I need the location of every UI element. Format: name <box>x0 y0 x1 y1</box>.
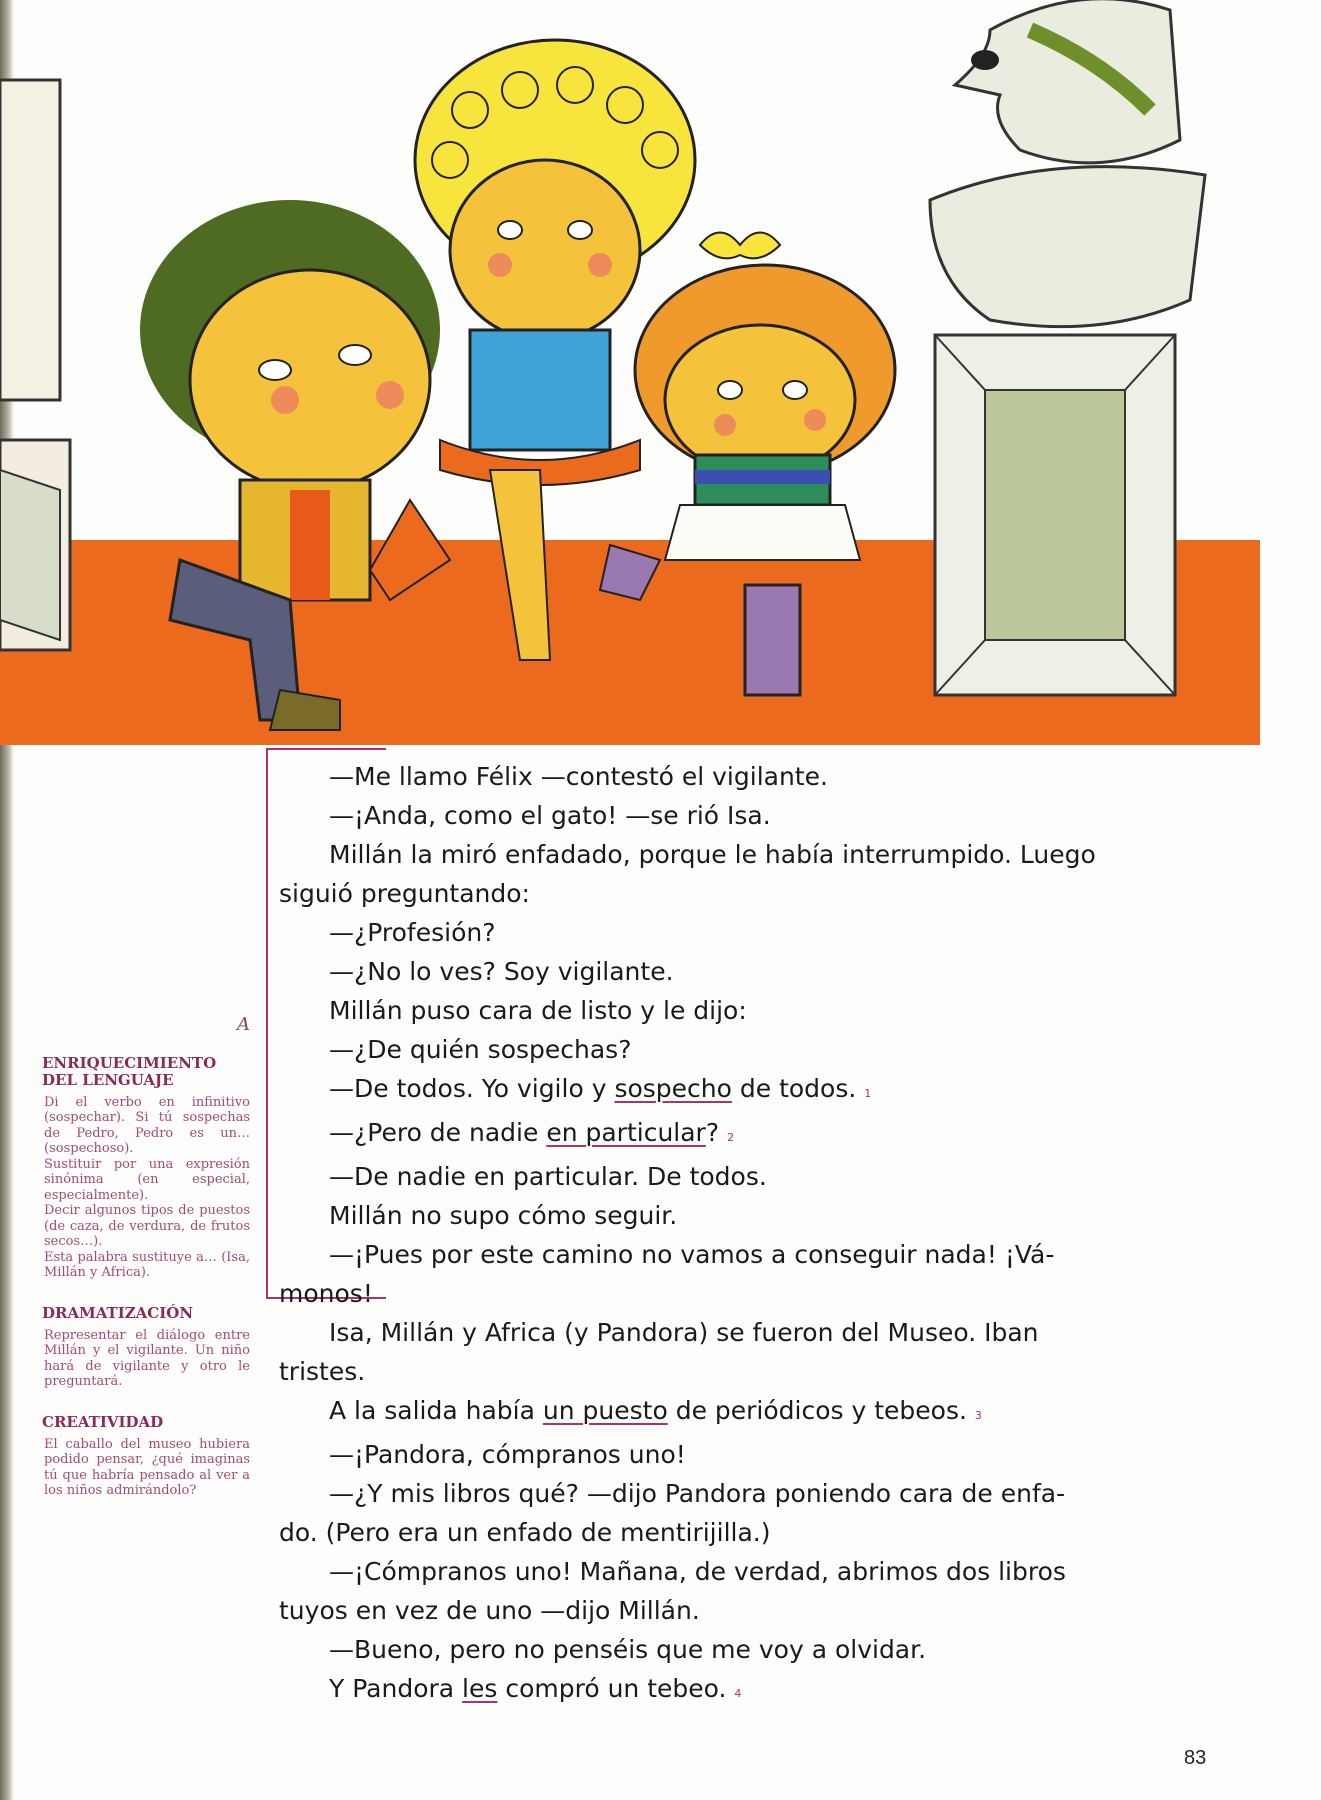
dialogue-line: Millán no supo cómo seguir. <box>329 1201 678 1230</box>
dialogue-line: A la salida había un puesto de periódicos y tebeos. 3 <box>329 1396 982 1425</box>
section-letter: A <box>237 1014 250 1035</box>
dialogue-line: —¿Profesión? <box>329 918 496 947</box>
dialogue-line: do. (Pero era un enfado de mentirijilla.) <box>279 1518 771 1547</box>
dialogue-line: tuyos en vez de uno —dijo Millán. <box>279 1596 700 1625</box>
note-item: Esta palabra sustituye a… (Isa, Millán y Africa). <box>44 1249 250 1280</box>
story-text <box>279 757 1214 1713</box>
dialogue-line: —De todos. Yo vigilo y sospecho de todos. 1 <box>329 1074 872 1103</box>
dialogue-line: —Me llamo Félix —contestó el vigilante. <box>329 762 828 791</box>
dialogue-line: —¿De quién sospechas? <box>329 1035 632 1064</box>
dialogue-line: —¡Pandora, cómpranos uno! <box>329 1440 686 1469</box>
dialogue-line: —¡Cómpranos uno! Mañana, de verdad, abrimos dos libros <box>329 1557 1066 1586</box>
footnote-marker: 4 <box>734 1687 742 1700</box>
section-title-dramatizacion: DRAMATIZACIÓN <box>42 1303 194 1322</box>
section-title-creatividad: CREATIVIDAD <box>42 1412 164 1431</box>
dialogue-line: Millán puso cara de listo y le dijo: <box>329 996 747 1025</box>
dialogue-line: Millán la miró enfadado, porque le había interrumpido. Luego <box>329 840 1096 869</box>
dialogue-line: —¿No lo ves? Soy vigilante. <box>329 957 674 986</box>
page-number: 83 <box>1184 1747 1207 1769</box>
note-item: Representar el diálogo entre Millán y el vigilante. Un niño hará de vigilante y otro le preguntará. <box>44 1327 250 1389</box>
note-item: Decir algunos tipos de puestos (de caza, de verdura, de frutos secos…). <box>44 1203 250 1249</box>
underlined-word: les <box>462 1674 498 1703</box>
dialogue-line: —¿Y mis libros qué? —dijo Pandora poniendo cara de enfa- <box>329 1479 1066 1508</box>
footnote-marker: 1 <box>864 1087 872 1100</box>
dialogue-line: —De nadie en particular. De todos. <box>329 1162 767 1191</box>
underlined-word: sospecho <box>614 1074 732 1103</box>
dialogue-line: —¡Pues por este camino no vamos a conseguir nada! ¡Vá- <box>329 1240 1055 1269</box>
caesar-bust <box>930 0 1205 695</box>
note-item: Di el verbo en infinitivo (sospechar). Si tú sospechas de Pedro, Pedro es un… (sospechoso). <box>44 1094 250 1156</box>
dialogue-line: tristes. <box>279 1357 366 1386</box>
underlined-word: en particular <box>546 1118 706 1147</box>
note-item: Sustituir por una expresión sinónima (en especial, especialmente). <box>44 1156 250 1203</box>
dialogue-line: —¿Pero de nadie en particular? 2 <box>329 1118 735 1147</box>
left-exhibit <box>0 80 70 650</box>
dialogue-line: —Bueno, pero no penséis que me voy a olvidar. <box>329 1635 927 1664</box>
dialogue-line: Y Pandora les compró un tebeo. 4 <box>329 1674 742 1703</box>
dialogue-line: monos! <box>279 1279 373 1308</box>
dialogue-line: siguió preguntando: <box>279 879 530 908</box>
children-in-museum-illustration <box>0 0 1321 745</box>
teacher-notes-sidebar <box>30 1014 250 1499</box>
underlined-word: un puesto <box>542 1396 668 1425</box>
dialogue-line: Isa, Millán y Africa (y Pandora) se fueron del Museo. Iban <box>329 1318 1039 1347</box>
footnote-marker: 2 <box>727 1131 735 1144</box>
dialogue-line: —¡Anda, como el gato! —se rió Isa. <box>329 801 771 830</box>
section-title-enriquecimiento: ENRIQUECIMIENTO DEL LENGUAJE <box>42 1053 217 1089</box>
note-item: El caballo del museo hubiera podido pensar, ¿qué imaginas tú que habría pensado al ver a los niños admirándolo? <box>44 1436 250 1498</box>
footnote-marker: 3 <box>974 1409 982 1422</box>
